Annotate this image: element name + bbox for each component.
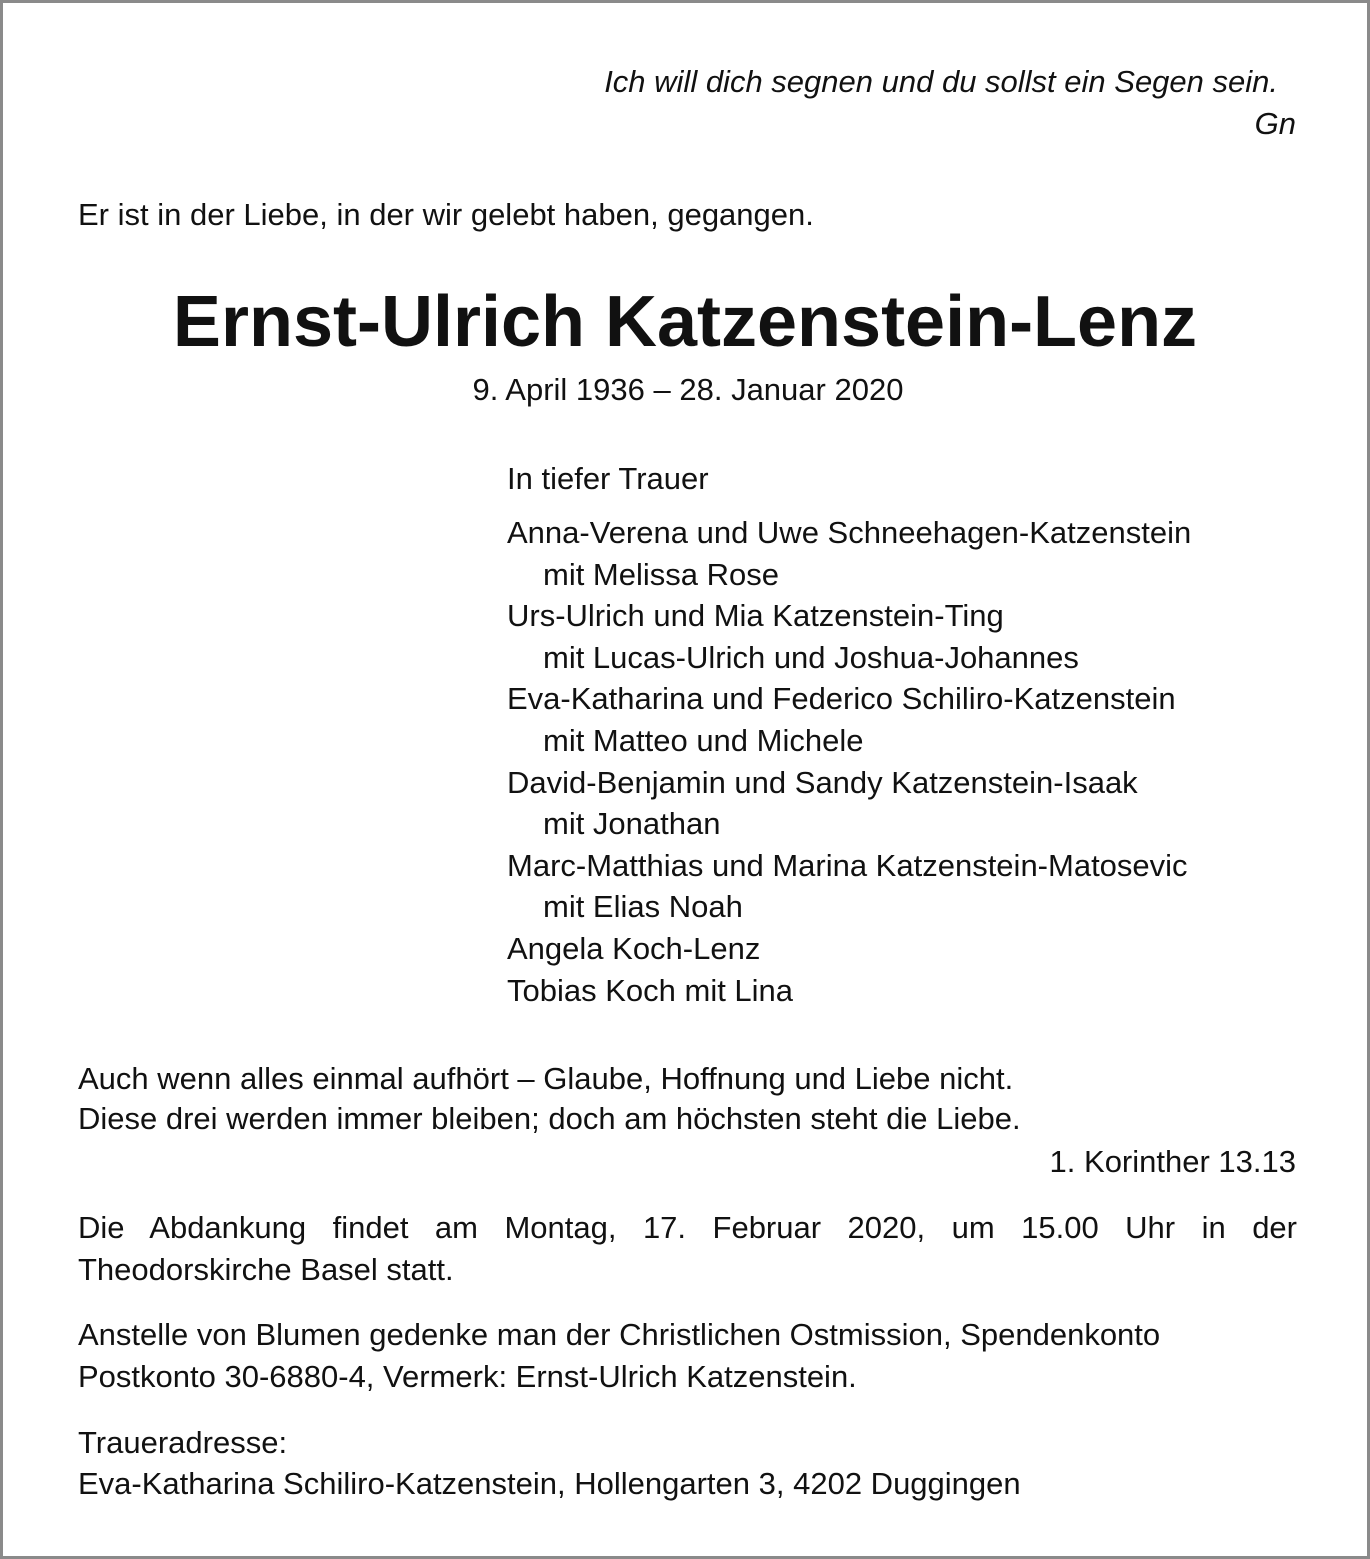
mourner-entry: Anna-Verena und Uwe Schneehagen-Katzenstein (507, 515, 1192, 550)
mourner-children: mit Melissa Rose (543, 556, 779, 592)
opening-quote: Ich will dich segnen und du sollst ein Segen sein. (604, 64, 1278, 99)
mourning-address: Eva-Katharina Schiliro-Katzenstein, Hollengarten 3, 4202 Duggingen (78, 1466, 1021, 1501)
donation-line: Anstelle von Blumen gedenke man der Christlichen Ostmission, Spendenkonto (78, 1317, 1161, 1352)
bible-verse (78, 1059, 1021, 1139)
deceased-name: Ernst-Ulrich Katzenstein-Lenz (172, 282, 1198, 362)
bible-verse-line: Diese drei werden immer bleiben; doch am höchsten steht die Liebe. (78, 1101, 1021, 1136)
mourner-children: mit Lucas-Ulrich und Joshua-Johannes (543, 639, 1079, 675)
mourners-list (507, 458, 1191, 1011)
mourning-address-heading: Traueradresse: (78, 1425, 288, 1460)
intro-text: Er ist in der Liebe, in der wir gelebt haben, gegangen. (78, 197, 814, 232)
mourner-entry: David-Benjamin und Sandy Katzenstein-Isaak (507, 764, 1138, 800)
mourner-children: mit Jonathan (543, 806, 721, 842)
mourner-entry: Angela Koch-Lenz (507, 930, 761, 966)
service-announcement: Die Abdankung findet am Montag, 17. Februar 2020, um 15.00 Uhr in der Theodorskirche Basel statt. (78, 1210, 1297, 1287)
mourning-heading: In tiefer Trauer (507, 461, 709, 496)
mourner-children: mit Elias Noah (543, 889, 743, 925)
opening-quote-source: Gn (1254, 106, 1296, 141)
mourner-entry: Marc-Matthias und Marina Katzenstein-Matosevic (507, 847, 1188, 883)
donation-line: Postkonto 30-6880-4, Vermerk: Ernst-Ulrich Katzenstein. (78, 1359, 857, 1394)
mourner-children: mit Matteo und Michele (543, 722, 864, 758)
donation-info (78, 1314, 1160, 1398)
bible-verse-source: 1. Korinther 13.13 (1049, 1144, 1296, 1179)
life-dates: 9. April 1936 – 28. Januar 2020 (472, 372, 904, 407)
mourner-entry: Eva-Katharina und Federico Schiliro-Katzenstein (507, 681, 1176, 717)
bible-verse-line: Auch wenn alles einmal aufhört – Glaube, Hoffnung und Liebe nicht. (78, 1061, 1014, 1096)
mourner-entry: Urs-Ulrich und Mia Katzenstein-Ting (507, 598, 1004, 634)
mourner-entry: Tobias Koch mit Lina (507, 972, 794, 1008)
